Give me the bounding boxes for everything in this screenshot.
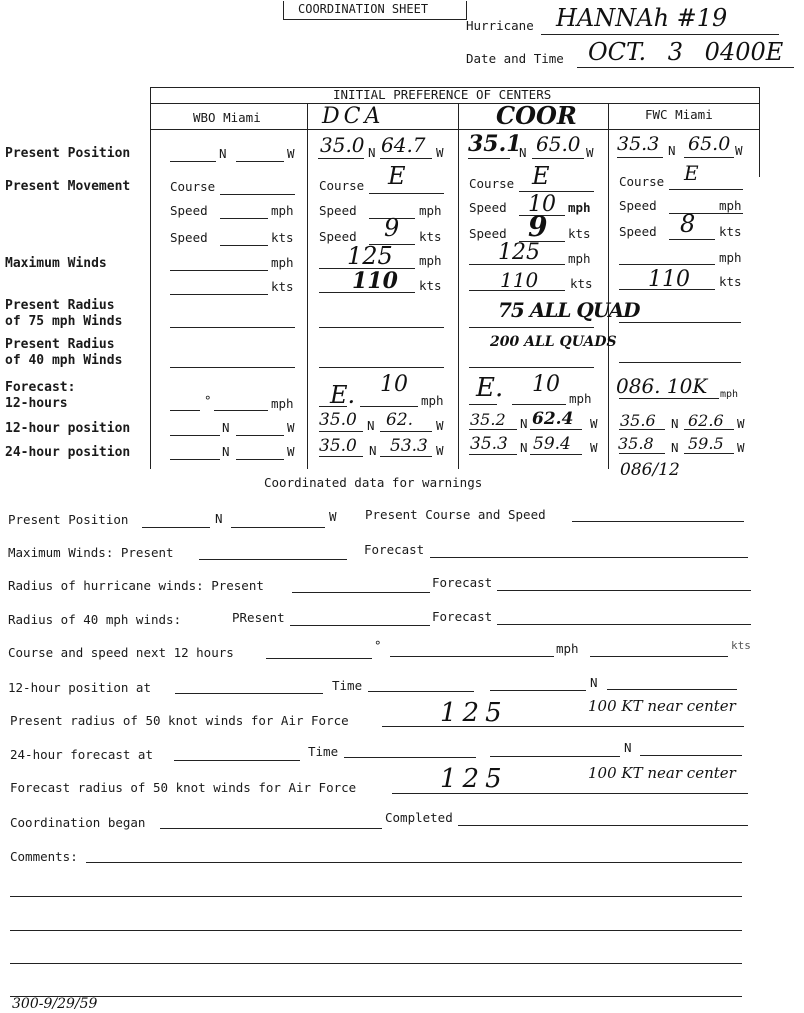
- col-header-fwc: FWC Miami: [645, 107, 713, 122]
- dca-fc-mph-unit: mph: [421, 393, 444, 408]
- max-winds-label: Maximum Winds: Present: [8, 545, 174, 560]
- datetime-label: Date and Time: [466, 51, 564, 66]
- dca-course-value: E: [388, 162, 406, 190]
- coor-course-label: Course: [469, 176, 515, 191]
- datetime-value: OCT. 3 0400E: [588, 38, 784, 66]
- dca-fc-speed: 10: [380, 372, 408, 397]
- coor-speed-mph: 10: [528, 192, 556, 217]
- fwc-fc-mph-unit: mph: [720, 389, 739, 400]
- forecast24-label: 24-hour forecast at: [10, 747, 153, 762]
- wbo-max-mph-unit: mph: [271, 255, 294, 270]
- row-label-radius40-l2: of 40 mph Winds: [5, 353, 123, 368]
- pos12-n-unit: N: [590, 675, 598, 690]
- dca-12-w-unit: W: [436, 418, 444, 433]
- row-label-present-position: Present Position: [5, 146, 131, 161]
- wbo-speed-label: Speed: [170, 203, 208, 218]
- coor-max-kts-unit: kts: [570, 276, 593, 291]
- wbo-deg-unit: °: [204, 393, 212, 408]
- row-label-maximum-winds: Maximum Winds: [5, 256, 107, 271]
- dca-24-lon: 53.3: [390, 436, 428, 456]
- dca-max-kts: 110: [352, 268, 398, 294]
- row-label-present-movement: Present Movement: [5, 179, 131, 194]
- dca-12-lon: 62.: [386, 410, 414, 430]
- fwc-pos-lat: 35.3: [617, 133, 660, 155]
- wbo-speed-label-2: Speed: [170, 230, 208, 245]
- forecast24-time-label: Time: [308, 744, 339, 759]
- forecast50-note: 100 KT near center: [588, 764, 736, 782]
- present-position-label: Present Position: [8, 512, 129, 527]
- coor-n-unit: N: [519, 145, 527, 160]
- wbo-n-unit: N: [219, 146, 227, 161]
- coor-fc-course: E.: [476, 373, 504, 403]
- dca-course-label: Course: [319, 178, 365, 193]
- coor-fc-speed: 10: [532, 372, 560, 397]
- dca-12-lat: 35.0: [319, 410, 357, 430]
- coor-course-value: E: [532, 162, 550, 190]
- wbo-w-unit: W: [287, 146, 295, 161]
- fwc-24-lon: 59.5: [688, 434, 724, 453]
- radius50-present-value: 125: [440, 698, 508, 728]
- coor-max-kts: 110: [500, 268, 539, 292]
- fwc-24-n-unit: N: [671, 440, 679, 455]
- dca-24-w-unit: W: [436, 443, 444, 458]
- fwc-kts-unit: kts: [719, 224, 742, 239]
- coor-speed-label: Speed: [469, 200, 507, 215]
- fwc-mph-unit: mph: [719, 198, 742, 213]
- row-label-radius75-l2: of 75 mph Winds: [5, 314, 123, 329]
- coordination-began-label: Coordination began: [10, 815, 146, 830]
- row-label-forecast-l1: Forecast:: [5, 380, 76, 395]
- dca-speed-kts: 9: [384, 214, 400, 242]
- fwc-speed-kts: 8: [680, 210, 696, 238]
- max-winds-forecast-label: Forecast: [364, 542, 425, 557]
- wbo-12-w-unit: W: [287, 420, 295, 435]
- fwc-pos-lon: 65.0: [688, 133, 731, 155]
- coor-12-lon: 62.4: [532, 409, 574, 429]
- fwc-course-value: E: [684, 161, 699, 185]
- fwc-n-unit: N: [668, 143, 676, 158]
- row-label-forecast-l2: 12-hours: [5, 396, 68, 411]
- forecast24-n-unit: N: [624, 740, 632, 755]
- coor-w-unit: W: [586, 145, 594, 160]
- dca-mph-unit: mph: [419, 203, 442, 218]
- dca-12-n-unit: N: [367, 418, 375, 433]
- fwc-max-mph-unit: mph: [719, 250, 742, 265]
- wbo-24-w-unit: W: [287, 444, 295, 459]
- fwc-below-note: 086/12: [620, 460, 680, 480]
- fwc-12-n-unit: N: [671, 416, 679, 431]
- course-kts-unit: kts: [731, 639, 751, 652]
- fwc-speed-label: Speed: [619, 198, 657, 213]
- coor-max-mph-unit: mph: [568, 251, 591, 266]
- coor-12-n-unit: N: [520, 416, 528, 431]
- coor-24-lon: 59.4: [533, 434, 571, 454]
- coor-radius40: 200 ALL QUADS: [490, 334, 617, 350]
- completed-label: Completed: [385, 810, 453, 825]
- radius-40-forecast-label: Forecast: [432, 609, 493, 624]
- row-label-radius75-l1: Present Radius: [5, 298, 115, 313]
- fwc-12-w-unit: W: [737, 416, 745, 431]
- dca-max-mph: 125: [347, 242, 393, 270]
- coor-24-w-unit: W: [590, 440, 598, 455]
- course-deg-unit: °: [374, 638, 382, 653]
- fwc-24-lat: 35.8: [618, 434, 654, 453]
- fwc-24-w-unit: W: [737, 440, 745, 455]
- radius-40-label: Radius of 40 mph winds:: [8, 612, 182, 627]
- fwc-12-lat: 35.6: [620, 411, 656, 430]
- present-position-w-unit: W: [329, 509, 337, 524]
- forecast50-label: Forecast radius of 50 knot winds for Air Force: [10, 780, 357, 795]
- row-label-12h-position: 12-hour position: [5, 421, 131, 436]
- coor-12-lat: 35.2: [470, 410, 506, 429]
- coor-speed-kts: 9: [528, 210, 548, 243]
- hurricane-value: HANNAh #19: [556, 4, 728, 32]
- coor-pos-lon: 65.0: [536, 132, 581, 156]
- dca-24-n-unit: N: [369, 443, 377, 458]
- wbo-fc-mph-unit: mph: [271, 396, 294, 411]
- wbo-12-n-unit: N: [222, 420, 230, 435]
- dca-pos-lon: 64.7: [381, 133, 426, 157]
- course-speed-12-label: Course and speed next 12 hours: [8, 645, 234, 660]
- wbo-24-n-unit: N: [222, 444, 230, 459]
- dca-pos-lat: 35.0: [320, 133, 365, 157]
- radius-hurricane-label: Radius of hurricane winds: Present: [8, 578, 264, 593]
- radius-hurricane-forecast-label: Forecast: [432, 575, 493, 590]
- coor-kts-unit: kts: [568, 226, 591, 241]
- coor-24-lat: 35.3: [470, 434, 508, 454]
- footer-code: 300-9/29/59: [12, 996, 98, 1012]
- coor-12-w-unit: W: [590, 416, 598, 431]
- dca-kts-unit: kts: [419, 229, 442, 244]
- row-label-radius40-l1: Present Radius: [5, 337, 115, 352]
- wbo-max-kts-unit: kts: [271, 279, 294, 294]
- radius50-present-note: 100 KT near center: [588, 697, 736, 715]
- table-title: INITIAL PREFERENCE OF CENTERS: [333, 87, 552, 102]
- dca-max-mph-unit: mph: [419, 253, 442, 268]
- fwc-max-kts-unit: kts: [719, 274, 742, 289]
- pos12-time-label: Time: [332, 678, 363, 693]
- forecast50-value: 125: [440, 764, 508, 794]
- wbo-course-label: Course: [170, 179, 216, 194]
- dca-speed-label-2: Speed: [319, 229, 357, 244]
- coordinated-title: Coordinated data for warnings: [264, 475, 483, 490]
- fwc-max-kts: 110: [648, 267, 690, 292]
- dca-w-unit: W: [436, 145, 444, 160]
- coor-mph-unit: mph: [568, 200, 591, 215]
- col-header-dca: DCA: [322, 104, 385, 129]
- col-header-wbo: WBO Miami: [193, 110, 261, 125]
- coor-max-mph: 125: [498, 240, 540, 265]
- coor-pos-lat: 35.1: [468, 131, 522, 157]
- wbo-kts-unit: kts: [271, 230, 294, 245]
- fwc-speed-label-2: Speed: [619, 224, 657, 239]
- fwc-w-unit: W: [735, 143, 743, 158]
- wbo-mph-unit: mph: [271, 203, 294, 218]
- coor-24-n-unit: N: [520, 440, 528, 455]
- col-header-coor: COOR: [496, 101, 577, 130]
- hurricane-label: Hurricane: [466, 18, 534, 33]
- dca-n-unit: N: [368, 145, 376, 160]
- present-course-speed-label: Present Course and Speed: [365, 507, 546, 522]
- fwc-fc-text: 086. 10K: [616, 374, 708, 398]
- coor-radius75: 75 ALL QUAD: [498, 298, 640, 322]
- dca-fc-course: E.: [330, 381, 356, 409]
- course-mph-unit: mph: [556, 641, 579, 656]
- dca-24-lat: 35.0: [319, 436, 357, 456]
- present-position-n-unit: N: [215, 511, 223, 526]
- pos12-label: 12-hour position at: [8, 680, 151, 695]
- fwc-12-lon: 62.6: [688, 411, 724, 430]
- dca-max-kts-unit: kts: [419, 278, 442, 293]
- fwc-course-label: Course: [619, 174, 665, 189]
- row-label-24h-position: 24-hour position: [5, 445, 131, 460]
- page-title: COORDINATION SHEET: [298, 2, 429, 16]
- coor-fc-mph-unit: mph: [569, 391, 592, 406]
- radius-40-present-label: PResent: [232, 610, 285, 625]
- dca-speed-label: Speed: [319, 203, 357, 218]
- comments-label: Comments:: [10, 849, 78, 864]
- coor-speed-label-2: Speed: [469, 226, 507, 241]
- radius50-present-label: Present radius of 50 knot winds for Air Force: [10, 713, 349, 728]
